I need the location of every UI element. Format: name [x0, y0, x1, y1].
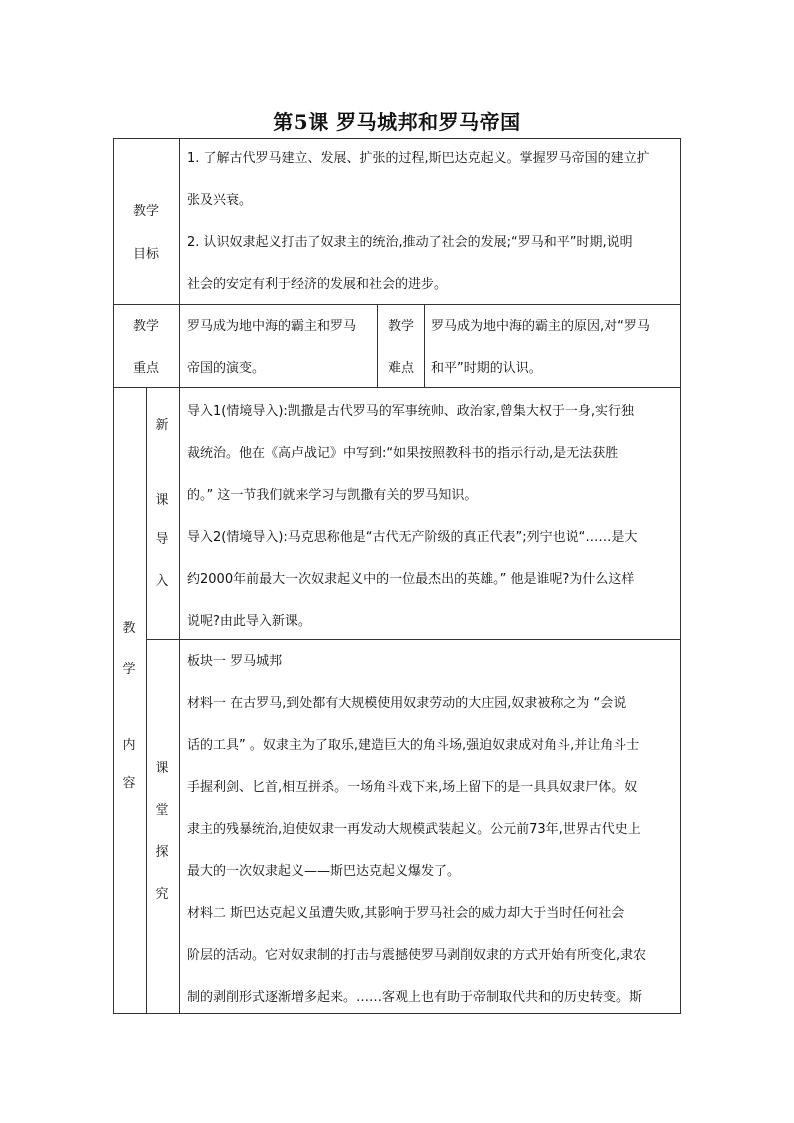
intro-text: 导入1(情境导入):凯撒是古代罗马的军事统帅、政治家,曾集大权于一身,实行独 裁统治。他在《高卢战记》中写到:“如果按照教科书的指示行动,是无法获胜 的。” 这一节我们就来学习与凯撒有关的罗马知识。 导入2(情境导入):马克思称他是“古代无产阶级的真正代表”;列宁也说“……是大 约2000年前最大一次奴隶起义中的一位最杰出的英雄。” 他是谁呢?为什么这样 说呢?由此导入新课。 — [187, 404, 638, 629]
page-title: 第5课 罗马城邦和罗马帝国 — [273, 110, 521, 134]
difficulties-text: 罗马成为地中海的霸主的原因,对“罗马 和平”时期的认识。 — [431, 319, 650, 376]
difficulties-label: 教学 难点 — [387, 319, 414, 376]
key-points-label: 教学 重点 — [132, 319, 159, 376]
key-points-text: 罗马成为地中海的霸主和罗马 帝国的演变。 — [187, 319, 357, 376]
objectives-label: 教学 目标 — [132, 204, 159, 262]
objectives-text: 1. 了解古代罗马建立、发展、扩张的过程,斯巴达克起义。掌握罗马帝国的建立扩 张及兴衰。 2. 认识奴隶起义打击了奴隶主的统治,推动了社会的发展;“罗马和平”时期,说明 社会的安定有利于经济的发展和社会的进步。 — [187, 151, 650, 292]
explore-text: 板块一 罗马城邦 材料一 在古罗马,到处都有大规模使用奴隶劳动的大庄园,奴隶被称之为 “会说 话的工具” 。奴隶主为了取乐,建造巨大的角斗场,强迫奴隶成对角斗,并让角斗士 手握利剑、匕首,相互拼杀。一场角斗戏下来,场上留下的是一具具奴隶尸体。奴 隶主的残暴统治,迫使奴隶一再发动大规模武装起义。公元前73年,世界古代史上 最大的一次奴隶起义——斯巴达克起义爆发了。 材料二 斯巴达克起义虽遭失败,其影响于罗马社会的威力却大于当时任何社会 阶层的活动。它对奴隶制的打击与震撼使罗马剥削奴隶的方式开始有所变化,隶农 制的剥削形式逐渐增多起来。……客观上也有助于帝制取代共和的历史转变。斯 — [187, 654, 647, 1005]
